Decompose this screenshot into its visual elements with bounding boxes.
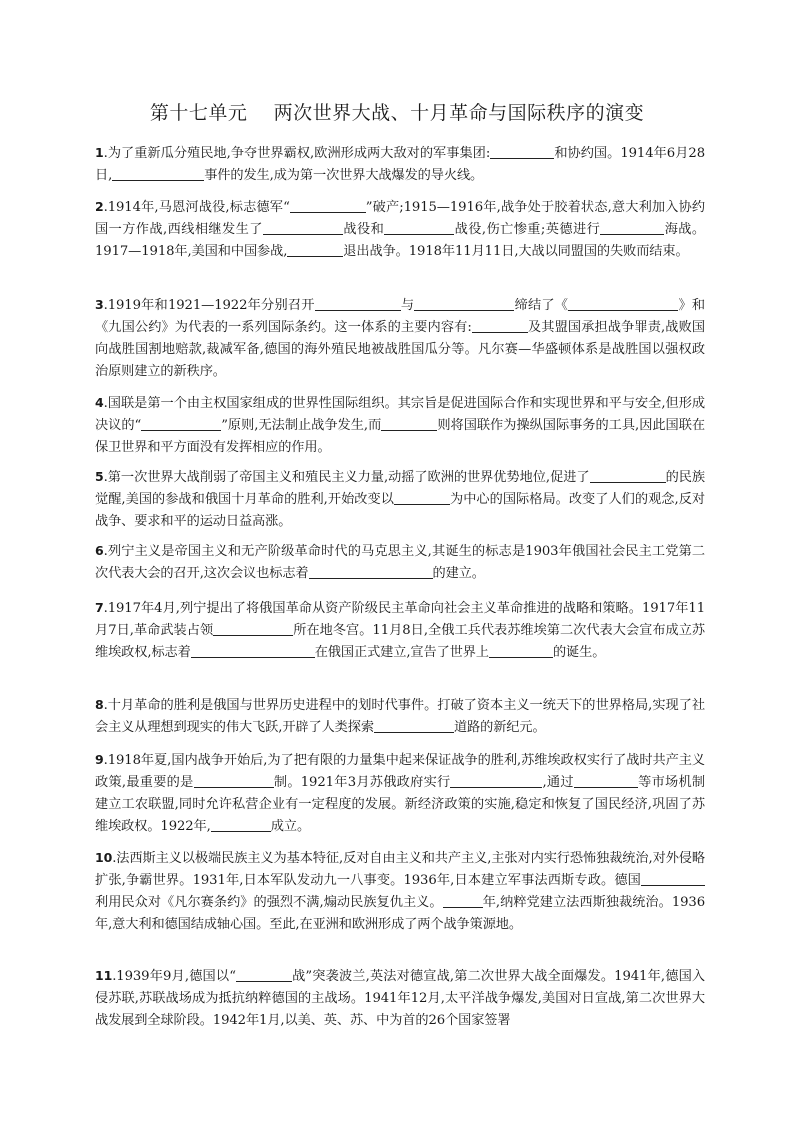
fill-blank[interactable] (194, 772, 274, 788)
question-10: 10.法西斯主义以极端民族主义为基本特征,反对自由主义和共产主义,主张对内实行恐怖独裁统治,对外侵略扩张,争霸世界。1931年,日本军队发动九一八事变。1936年,日本建立军事法西斯专政。德国利用民众对《凡尔赛条约》的强烈不满,煽动民族复仇主义。 年,纳粹党建立法西斯独裁统治。1936年,意大利和德国结成轴心国。至此,在亚洲和欧洲形成了两个战争策源地。 (95, 850, 705, 932)
question-9: 9.1918年夏,国内战争开始后,为了把有限的力量集中起来保证战争的胜利,苏维埃政权实行了战时共产主义政策,最重要的是 制。1921年3月苏俄政府实行 ,通过 等市场机制建立工农联盟,同时允许私营企业有一定程度的发展。新经济政策的实施,稳定和恢复了国民经济,巩固了苏维埃政权。1922年, 成立。 (95, 752, 705, 834)
fill-blank[interactable] (590, 467, 666, 483)
fill-blank[interactable] (213, 620, 293, 636)
question-number: 1 (95, 145, 104, 160)
fill-blank[interactable] (236, 966, 292, 982)
fill-blank[interactable] (443, 892, 483, 908)
question-number: 8 (95, 697, 104, 712)
question-11: 11.1939年9月,德国以“ 战”突袭波兰,英法对德宣战,第二次世界大战全面爆发。1941年,德国入侵苏联,苏联战场成为抵抗纳粹德国的主战场。1941年12月,太平洋战争爆发,美国对日宣战,第二次世界大战发展到全球阶段。1942年1月,以美、英、苏、中为首的26个国家签署 (95, 968, 705, 1028)
fill-blank[interactable] (287, 241, 343, 257)
question-number: 5 (95, 469, 104, 484)
unit-title: 第十七单元 两次世界大战、十月革命与国际秩序的演变 (149, 102, 645, 124)
question-1: 1.为了重新瓜分殖民地,争夺世界霸权,欧洲形成两大敌对的军事集团: 和协约国。1914年6月28日, 事件的发生,成为第一次世界大战爆发的导火线。 (95, 145, 705, 183)
fill-blank[interactable] (490, 143, 554, 159)
question-number: 2 (95, 199, 104, 214)
fill-blank[interactable] (641, 870, 705, 886)
question-number: 7 (95, 600, 104, 615)
question-number: 9 (95, 752, 104, 767)
question-number: 10 (95, 850, 113, 865)
question-number: 4 (95, 395, 104, 410)
fill-blank[interactable] (600, 219, 664, 235)
question-number: 11 (95, 968, 113, 983)
fill-blank[interactable] (290, 197, 366, 213)
fill-blank[interactable] (381, 415, 437, 431)
fill-blank[interactable] (112, 165, 204, 181)
fill-blank[interactable] (568, 295, 678, 311)
question-6: 6.列宁主义是帝国主义和无产阶级革命时代的马克思主义,其诞生的标志是1903年俄国社会民主工党第二次代表大会的召开,这次会议也标志着 的建立。 (95, 543, 705, 581)
fill-blank[interactable] (574, 772, 638, 788)
fill-blank[interactable] (263, 219, 343, 235)
question-7: 7.1917年4月,列宁提出了将俄国革命从资产阶级民主革命向社会主义革命推进的战略和策略。1917年11月7日,革命武装占领 所在地冬宫。11月8日,全俄工兵代表苏维埃第二次代表大会宣布成立苏维埃政权,标志着 在俄国正式建立,宣告了世界上 的诞生。 (95, 600, 705, 660)
question-2: 2.1914年,马恩河战役,标志德军“ ”破产;1915—1916年,战争处于胶着状态,意大利加入协约国一方作战,西线相继发生了 战役和 战役,伤亡惨重;英德进行 海战。1917—1918年,美国和中国参战, 退出战争。1918年11月11日,大战以同盟国的失败而结束。 (95, 199, 706, 259)
fill-blank[interactable] (309, 563, 433, 579)
fill-blank[interactable] (489, 642, 553, 658)
fill-blank[interactable] (315, 295, 401, 311)
question-5: 5.第一次世界大战削弱了帝国主义和殖民主义力量,动摇了欧洲的世界优势地位,促进了 的民族觉醒,美国的参战和俄国十月革命的胜利,开始改变以 为中心的国际格局。改变了人们的观念,反对战争、要求和平的运动日益高涨。 (95, 469, 705, 529)
question-8: 8.十月革命的胜利是俄国与世界历史进程中的划时代事件。打破了资本主义一统天下的世界格局,实现了社会主义从理想到现实的伟大飞跃,开辟了人类探索 道路的新纪元。 (95, 697, 705, 735)
fill-blank[interactable] (141, 415, 221, 431)
fill-blank[interactable] (374, 717, 454, 733)
fill-blank[interactable] (191, 642, 315, 658)
question-number: 3 (95, 297, 104, 312)
question-number: 6 (95, 543, 104, 558)
fill-blank[interactable] (472, 317, 528, 333)
fill-blank[interactable] (394, 489, 450, 505)
fill-blank[interactable] (384, 219, 454, 235)
question-4: 4.国联是第一个由主权国家组成的世界性国际组织。其宗旨是促进国际合作和实现世界和平与安全,但形成决议的“ ”原则,无法制止战争发生,而 则将国联作为操纵国际事务的工具,因此国联在保卫世界和平方面没有发挥相应的作用。 (95, 395, 705, 455)
fill-blank[interactable] (211, 816, 271, 832)
fill-blank[interactable] (414, 295, 514, 311)
question-3: 3.1919年和1921—1922年分别召开 与 缔结了《 》和《九国公约》为代表的一系列国际条约。这一体系的主要内容有: 及其盟国承担战争罪责,战败国向战胜国割地赔款,裁减军备,德国的海外殖民地被战胜国瓜分等。凡尔赛—华盛顿体系是战胜国以强权政治原则建立的新秩序。 (95, 297, 705, 379)
fill-blank[interactable] (450, 772, 542, 788)
